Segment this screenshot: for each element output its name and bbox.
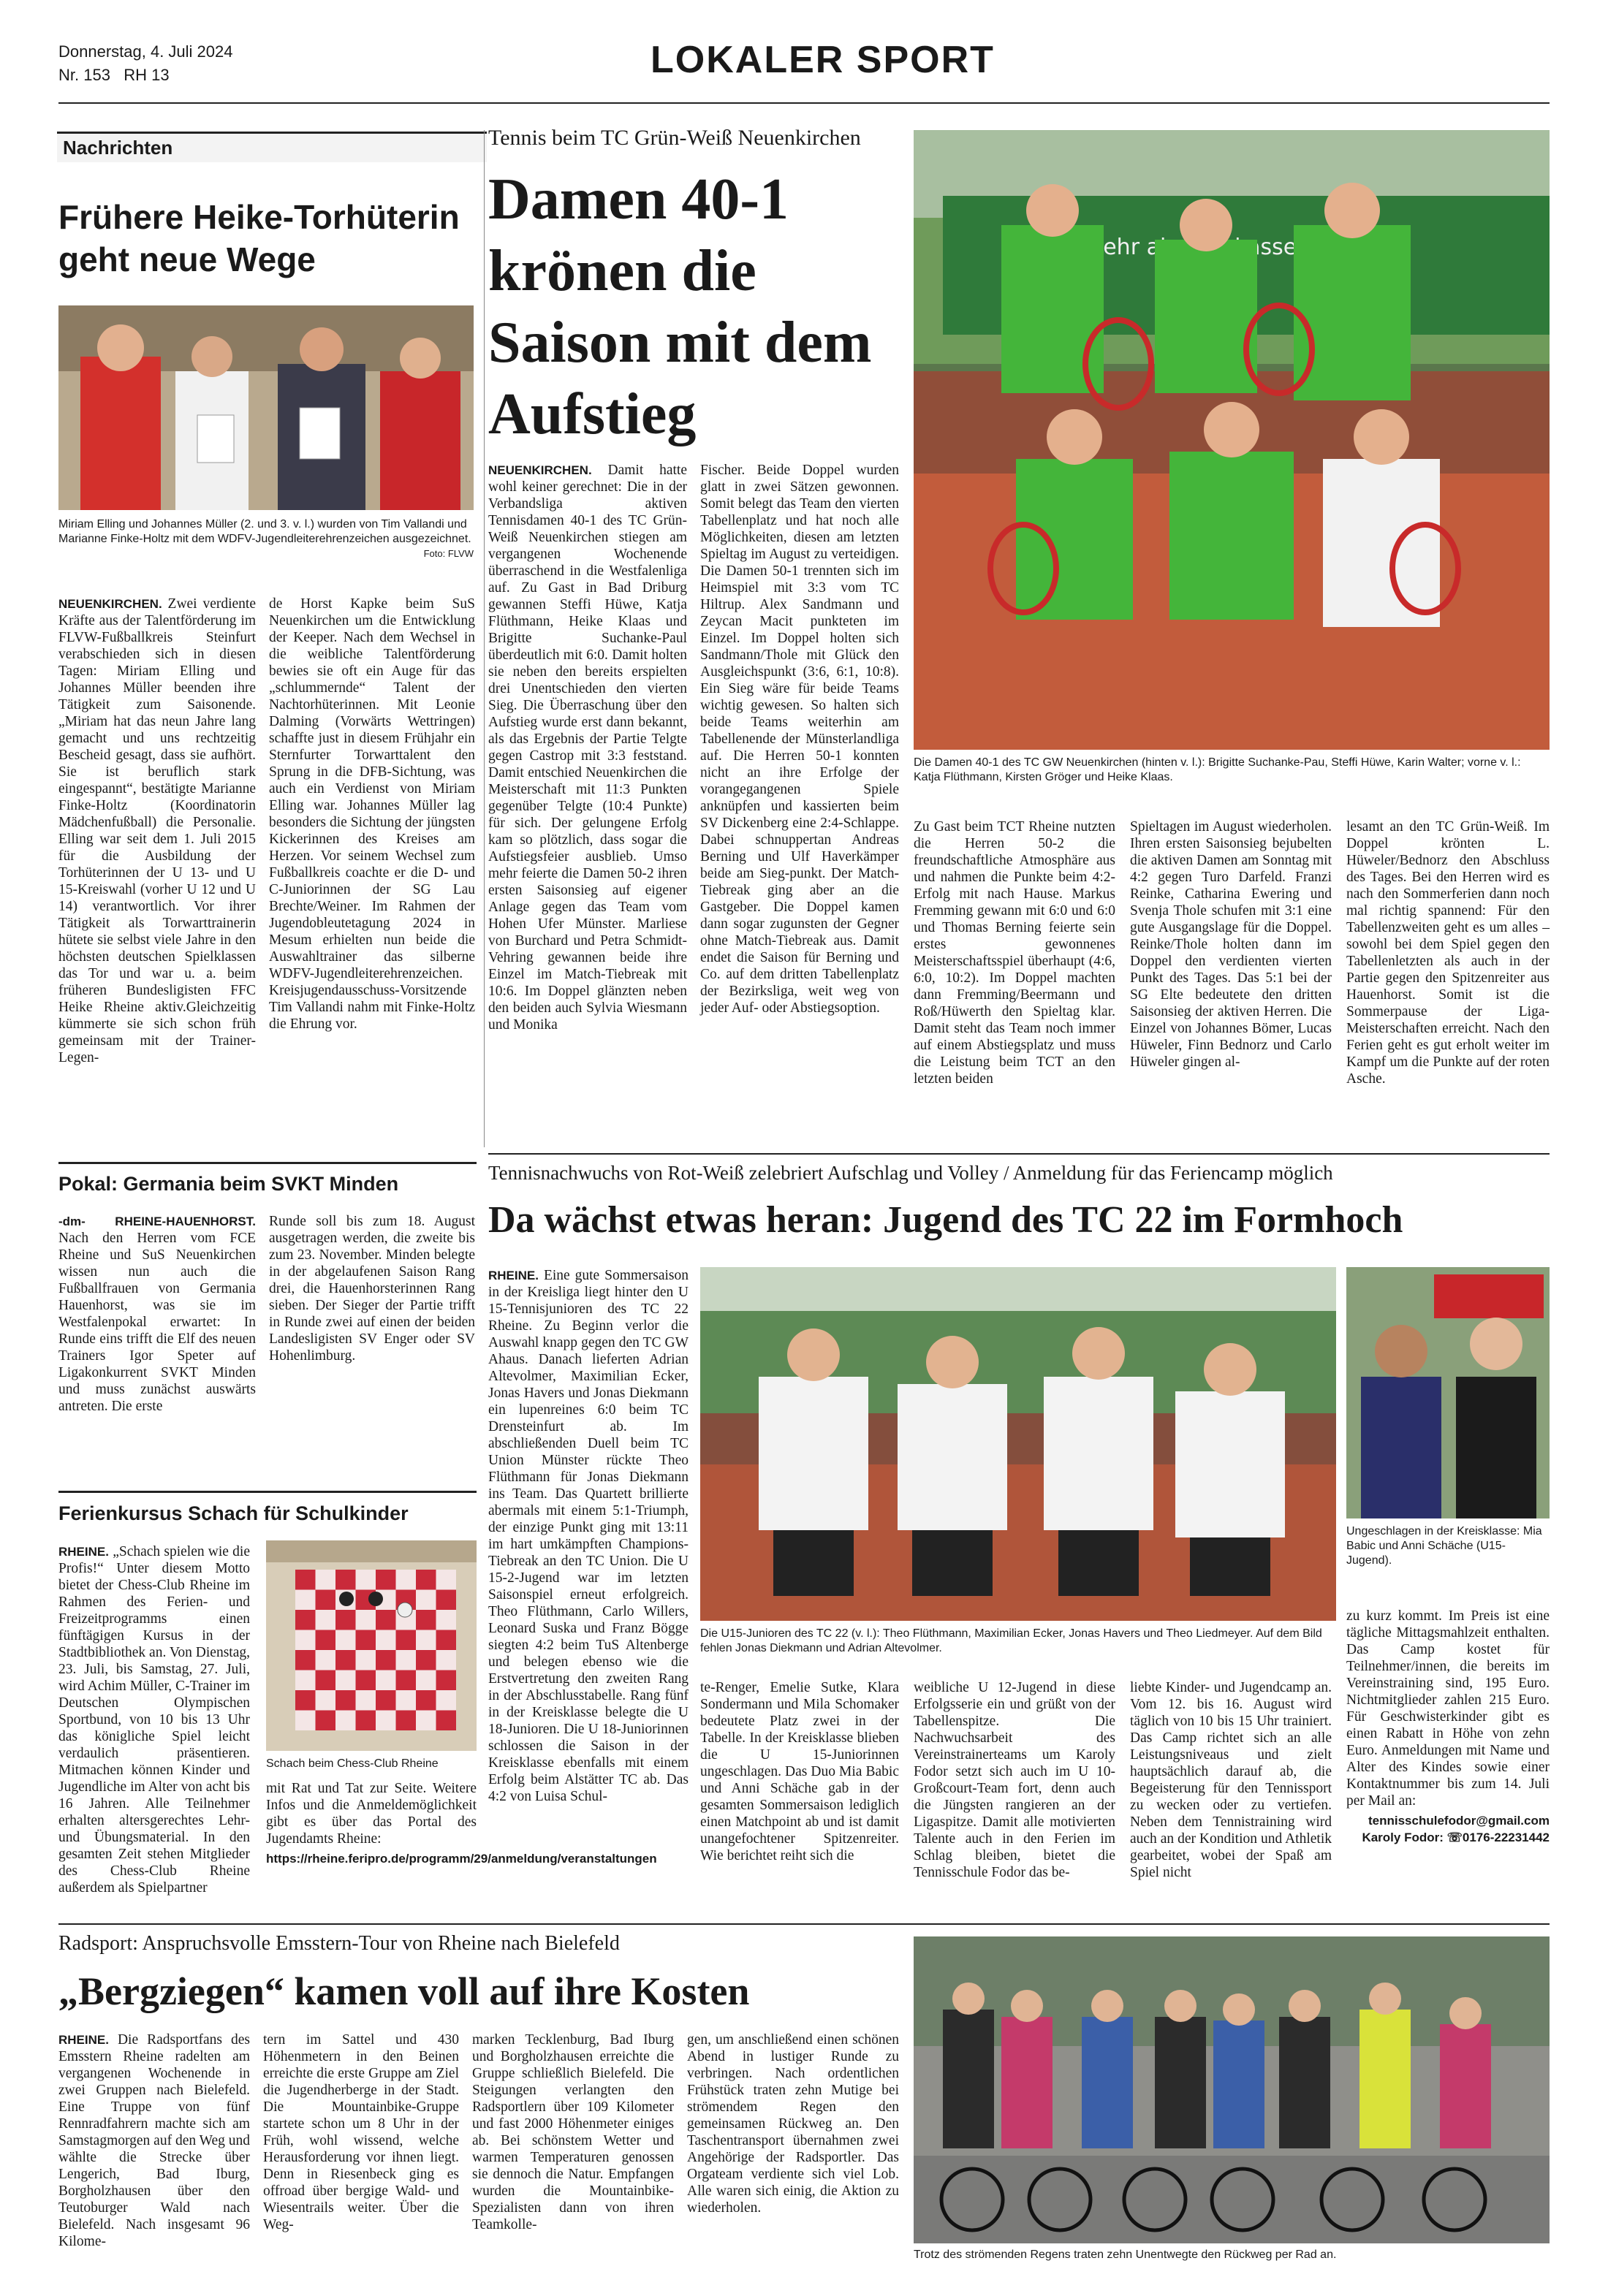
award-caption-text: Miriam Elling und Johannes Müller (2. und 3. v. l.) wurden von Tim Vallandi und Marianne Finke-Holtz mit dem WDFV-Jugendleiterehrenzeichen ausgezeichnet.	[58, 518, 471, 545]
header-rule	[58, 102, 1550, 104]
body-text: te-Renger, Emelie Sutke, Klara Sondermann und Mila Schomaker bedeutete Platz zwei in der Tabelle. In der Kreisklasse blieben die U 15-Juniorinnen ungeschlagen. Das Duo Mia Babic und Anni Schäche gab in der gesamten Sommersaison lediglich einen Matchpoint ab und ist damit unangefochtener Spitzenreiter. Wie berichtet reiht sich die	[700, 1680, 899, 1863]
body-text: marken Tecklenburg, Bad Iburg und Borgholzhausen erreichte die Gruppe schließlich Bielefeld. Die Steigungen verlangten den Radsportlern über 109 Kilometer und fast 2000 Höhenmeter einiges ab. Bei schönstem Wetter und warmen Temperaturen genossen sie dennoch die Natur. Empfangen wurden die Mountainbike-Spezialisten dann von ihren Teamkolle-	[472, 2032, 674, 2232]
chess-photo	[266, 1540, 477, 1751]
rad-rule	[58, 1923, 1550, 1925]
jugend-kicker: Tennisnachwuchs von Rot-Weiß zelebriert Aufschlag und Volley / Anmeldung für das Feriencamp möglich	[488, 1162, 1333, 1184]
damen-col5	[1346, 818, 1550, 1090]
nachrichten-col1	[58, 596, 256, 1069]
nachrichten-col2	[269, 596, 475, 1035]
jugend-headline: Da wächst etwas heran: Jugend des TC 22 im Formhoch	[488, 1199, 1403, 1241]
rad-col3	[472, 2031, 674, 2236]
damen-col2	[700, 462, 899, 1019]
radsport-photo	[914, 1936, 1550, 2243]
schach-col1	[58, 1543, 250, 1899]
rad-kicker: Radsport: Anspruchsvolle Emsstern-Tour von Rheine nach Bielefeld	[58, 1932, 620, 1955]
jugend-col1	[488, 1267, 689, 1808]
body-text: Fischer. Beide Doppel wurden glatt in zwei Sätzen gewonnen. Somit belegt das Team den vierten Tabellenplatz und hat noch alle Möglichkeiten, diesen am letzten Spieltag im August zu verteidigen. Die Damen 50-1 trennten sich im Heimspiel mit 3:3 vom TC Hiltrup. Alex Sandmann und Zeycan Macit punkteten im Einzel. Im Doppel holten sich Sandmann/Thole mit Glück den Ausgleichspunkt (3:6, 6:1, 10:8). Ein Sieg wäre für beide Teams wichtig gewesen. So halten sich beide Teams weiterhin am Tabellenende der Münsterlandliga auf. Die Herren 50-1 konnten nicht an ihre Erfolge der vorangegangenen Spiele anknüpfen und kassierten beim SV Dickenberg eine 2:4-Schlappe. Dabei schnuppertan Andreas Berning und Ulf Haverkämper beide am Sieg-punkt. Der Match-Tiebreak ging aber an die Gastgeber. Die Doppel kamen dann sogar zugunsten der Gegner ohne Match-Tiebreak aus. Damit endet die Saison für Berning und Co. auf dem dritten Tabellenplatz der Bezirksliga, weit weg von jeder Auf- oder Abstiegsoption.	[700, 463, 899, 1016]
schach-rule	[58, 1491, 477, 1493]
dateline: NEUENKIRCHEN.	[58, 597, 162, 611]
nachrichten-label: Nachrichten	[57, 132, 487, 162]
damen-col1	[488, 462, 687, 1036]
jugend-col3	[914, 1679, 1115, 1884]
jugend-rule	[488, 1153, 1550, 1155]
body-text: liebte Kinder- und Jugendcamp an. Vom 12. bis 16. August wird täglich von 10 bis 15 Uhr trainiert. Das Camp richtet sich an alle Leistungsniveaus und zielt hauptsächlich darauf ab, die Begeisterung für den Tennissport zu wecken oder zu vertiefen. Neben dem Tennistraining wird auch an der Kondition und Athletik gearbeitet, wobei der Spaß am Spiel nicht	[1130, 1680, 1332, 1880]
damen-team-photo	[914, 130, 1550, 750]
rad-col2	[263, 2031, 459, 2236]
camp-phone: Karoly Fodor: ☏0176-22231442	[1362, 1831, 1550, 1844]
dateline: RHEINE.	[58, 1545, 109, 1559]
jugend-col2	[700, 1679, 899, 1867]
radsport-caption: Trotz des strömenden Regens traten zehn Unentwegte den Rückweg per Rad an.	[914, 2249, 1337, 2261]
column-divider	[484, 130, 485, 1147]
schach-url[interactable]: https://rheine.feripro.de/programm/29/anmeldung/veranstaltungen	[266, 1852, 657, 1866]
pokal-headline: Pokal: Germania beim SVKT Minden	[58, 1173, 399, 1195]
award-photo	[58, 305, 474, 510]
body-text: Zu Gast beim TCT Rheine nutzten die Herren 50-2 die freundschaftliche Atmosphäre aus und nahmen die Punkte beim 4:2-Erfolg mit nach Hause. Markus Fremming gewann mit 6:0 und 6:0 und Thomas Berning feierte sein erstes gewonnenes Meisterschaftsspiel überhaupt (4:6, 6:0, 10:2). Im Doppel machten dann Fremming/Beermann und Roß/Hüwerth den Spieltag klar. Damit steht das Team noch immer auf einem Abstiegsplatz und muss die Leistung beim TCT an den letzten beiden	[914, 819, 1115, 1087]
section-title: LOKALER SPORT	[651, 39, 995, 81]
body-text: Damit hatte wohl keiner gerechnet: Die in der Verbandsliga aktiven Tennisdamen 40-1 des TC Grün-Weiß Neuenkirchen stiegen am vergangenen Wochenende überraschend in die Westfalenliga auf. Zu Gast in Bad Driburg gewannen Steffi Hüwe, Katja Flüthmann, Heike Klaas und Brigitte Suchanke-Paul überdeutlich mit 6:0. Damit holten sie neben den bereits erspielten drei Unentschieden den vierten Sieg. Die Überraschung über den Aufstieg wurde erst dann bekannt, als das Ergebnis der Partie Telgte gegen Castrop mit 3:3 feststand. Damit entschied Neuenkirchen die Meisterschaft mit 11:3 Punkten gegenüber Telgte (10:4 Punkte) für sich. Der gelungene Erfolg kam so plötzlich, dass sogar die Aufstiegsfeier ausblieb. Umso mehr feierte die Damen 50-2 ihren ersten Saisonsieg auf eigener Anlage gegen das Team vom Hohen Ufer Münster. Marliese von Burchard und Petra Schmidt-Vehring gewannen beide ihre Einzel im Match-Tiebreak mit 10:6. Im Doppel glänzten neben den beiden auch Sylvia Wiesmann und Monika	[488, 463, 688, 1033]
dateline: NEUENKIRCHEN.	[488, 463, 592, 477]
camp-email[interactable]: tennisschulefodor@gmail.com	[1368, 1814, 1550, 1828]
pokal-col2	[269, 1213, 475, 1367]
u15-junioren-caption: Die U15-Junioren des TC 22 (v. l.): Theo Flüthmann, Maximilian Ecker, Jonas Havers und Theo Liedmeyer. Auf dem Bild fehlen Jonas Diekmann und Adrian Altevolmer.	[700, 1627, 1322, 1654]
issue-number	[58, 66, 170, 85]
issue-number-text: Nr. 153	[58, 66, 110, 84]
damen-col4	[1130, 818, 1332, 1073]
body-text: gen, um anschließend einen schönen Abend in lustiger Runde zu verbringen. Nach ordentlichen Frühstück traten zehn Mutige bei strömendem Regen den gemeinsamen Rückweg an. Den Taschentransport übernahmen zwei Angehörige der Radsportler. Das Orgateam verdiente sich viel Lob. Alle waren sich einig, die Aktion zu wiederholen.	[687, 2032, 899, 2216]
jugend-col5	[1346, 1608, 1550, 1846]
body-text: tern im Sattel und 430 Höhenmetern in den Beinen erreichte die erste Gruppe am Ziel die Jugendherberge in der Stadt. Die Mountainbike-Gruppe startete schon um 8 Uhr in der Früh, wohl wissend, welche Herausforderung vor ihnen liegt. Denn in Riesenbeck ging es offroad über bergige Wald- und Wiesentrails weiter. Über die Weg-	[263, 2032, 459, 2232]
body-text: „Schach spielen wie die Profis!“ Unter diesem Motto bietet der Chess-Club Rheine im Rahmen des Ferien- und Freizeitprogramms einen fünftägigen Kursus in der Stadtbibliothek an. Von Dienstag, 23. Juli, bis Samstag, 27. Juli, wird Achim Müller, C-Trainer im Deutschen Olympischen Sportbund, von 10 bis 13 Uhr das königliche Spiel leicht verdaulich präsentieren. Mitmachen können Kinder und Jugendliche im Alter von acht bis 16 Jahren. Alle Teilnehmer erhalten altersgerechtes Lehr- und Übungsmaterial. In den gesamten Zeit stehen Mitglieder des Chess-Club Rheine außerdem als Spielpartner	[58, 1544, 250, 1896]
damen-col3	[914, 818, 1115, 1090]
body-text: mit Rat und Tat zur Seite. Weitere Infos und die Anmeldemöglichkeit gibt es über das Portal des Jugendamts Rheine:	[266, 1781, 477, 1847]
nachrichten-headline: Frühere Heike-Torhüterin geht neue Wege	[58, 198, 460, 278]
body-text: Nach den Herren vom FCE Rheine und SuS Neuenkirchen wissen nun auch die Fußballfrauen von Germania Hauenhorst, was sie im Westfalenpokal erwartet: In Runde eins trifft die Elf des neuen Trainers Igor Speter auf Ligakonkurrent SVKT Minden und muss zunächst auswärts antreten. Die erste	[58, 1231, 256, 1414]
body-text: zu kurz kommt. Im Preis ist eine tägliche Mittagsmahlzeit enthalten. Das Camp kostet für Teilnehmer/innen, die bereits im Vereinstraining sind, 195 Euro. Nichtmitglieder zahlen 215 Euro. Für Geschwisterkinder gibt es einen Rabatt in Höhe von zehn Euro. Anmeldungen mit Name und Alter des Kindes sowie einer Kontaktnummer bis zum 14. Juli per Mail an:	[1346, 1608, 1550, 1809]
dateline: -dm- RHEINE-HAUENHORST.	[58, 1214, 256, 1228]
body-text: Eine gute Sommersaison in der Kreisliga liegt hinter den U 15-Tennisjunioren des TC 22 Rheine. Zu Beginn verlor die Auswahl knapp gegen den TC GW Ahaus. Danach lieferten Adrian Altevolmer, Maximilian Ecker, Jonas Havers und Jonas Diekmann ein lupenreines 6:0 beim TC Drensteinfurt ab. Im abschließenden Duell beim TC Union Münster rückte Theo Flüthmann für Jonas Diekmann ins Team. Das Quartett brillierte abermals mit einem 5:1-Triumph, der einzige Punkt ging mit 13:11 im hart umkämpften Champions-Tiebreak an den TC Union. Die U 15-2-Jugend war im letzten Saisonspiel erneut erfolgreich. Theo Flüthmann, Carlo Willers, Leonard Suska und Franz Bögge siegten 4:2 beim TuS Altenberge und belegen ebenso wie die Erstvertretung den zweiten Rang in der Abschlusstabelle. Rang fünf in der Kreisklasse belegte die U 18-Junioren. Die U 18-Juniorinnen schlossen die Saison in der Kreisklasse ebenfalls mit einem Erfolg beim Alstätter TC ab. Das 4:2 von Luisa Schul-	[488, 1268, 689, 1804]
body-text: Runde soll bis zum 18. August ausgetragen werden, die zweite bis zum 23. November. Minden belegte in der abgelaufenen Saison Rang drei, die Hauenhorsterinnen Rang sieben. Der Sieger der Partie trifft in Runde zwei auf einen der beiden Landesligisten SV Enger oder SV Hohenlimburg.	[269, 1214, 475, 1364]
schach-col2	[266, 1780, 657, 1867]
issue-date: Donnerstag, 4. Juli 2024	[58, 42, 233, 61]
rad-col1	[58, 2031, 250, 2253]
body-text: Die Radsportfans des Emsstern Rheine radelten am vergangenen Wochenende in zwei Gruppen nach Bielefeld. Eine Truppe von fünf Rennradfahrern machte sich am Samstagmorgen auf den Weg und wählte die Strecke über Lengerich, Bad Iburg, Borgholzhausen über den Teutoburger Wald nach Bielefeld. Nach insgesamt 96 Kilome-	[58, 2032, 250, 2249]
pokal-rule	[58, 1162, 477, 1164]
jugend-col4	[1130, 1679, 1332, 1884]
body-text: de Horst Kapke beim SuS Neuenkirchen um die Entwicklung der Keeper. Nach dem Wechsel in die weibliche Talentförderung bewies sie oft ein Auge für das „schlummernde“ Talent der Nachtorhüterinnen. Mit Leonie Dalming (Vorwärts Wettringen) schaffte just in diesem Frühjahr ein Sternfurter Torwarttalent den Sprung in die DFB-Sichtung, was auch ein Verdienst von Miriam Elling war. Johannes Müller lag besonders die Sichtung der jüngsten Kickerinnen des Kreises am Herzen. Vor seinem Wechsel zum Fußballkreis coachte er die D- und C-Juniorinnen der SG Lau Brechte/Weiner. Im Rahmen der Jugendobleutetagung 2024 in Mesum erhielten nun beide die Auswahltrainer das silberne WDFV-Jugendleiterehrenzeichen. Kreisjugendausschuss-Vorsitzende Tim Vallandi nahm mit Finke-Holtz die Ehrung vor.	[269, 596, 475, 1032]
u15-junioren-photo	[700, 1267, 1336, 1621]
rad-col4	[687, 2031, 899, 2219]
pokal-col1	[58, 1213, 256, 1418]
body-text: Zwei verdiente Kräfte aus der Talentförderung im FLVW-Fußballkreis Steinfurt verabschieden sich in diesen Tagen: Miriam Elling und Johannes Müller beenden ihre Tätigkeit zum Saisonende. „Miriam hat das neun Jahre lang gemacht und uns rechtzeitig Bescheid gesagt, dass sie aufhört. Sie ist beruflich stark eingespannt“, bestätigte Marianne Finke-Holtz (Koordinatorin Mädchenfußball) die Personalie. Elling war seit dem 1. Juli 2015 für die Ausbildung der Torhüterinnen der U 13- und U 15-Kreiswahl (vorher U 12 und U 14) verantwortlich. Vor ihrer Tätigkeit als Torwarttrainerin hütete sie selbst viele Jahre in den höchsten deutschen Spielklassen das Tor und war u. a. beim früheren Bundesligisten FFC Heike Rheine aktiv.Gleichzeitig kümmerte sie sich schon früh gemeinsam mit der Trainer-Legen-	[58, 596, 256, 1065]
body-text: lesamt an den TC Grün-Weiß. Im Doppel krönten L. Hüweler/Bednorz den Abschluss des Tages. Bei den Herren wird es nach den Sommerferien dann noch mal richtig spannend: Für den Tabellenzweiten geht es um alles – sowohl bei dem Spiel gegen den Tabellenletzten als auch in der Partie gegen den Spitzenreiter aus Hauenhorst. Somit ist die Sommerpause der Liga-Meisterschaften erreicht. Nach den Ferien geht es gut erholt weiter im Kampf um die Punkte auf der roten Asche.	[1346, 819, 1550, 1087]
chess-caption: Schach beim Chess-Club Rheine	[266, 1757, 439, 1770]
juniorinnen-caption: Ungeschlagen in der Kreisklasse: Mia Babic und Anni Schäche (U15-Jugend).	[1346, 1525, 1542, 1567]
award-caption	[58, 517, 474, 561]
juniorinnen-photo	[1346, 1267, 1550, 1518]
damen-caption: Die Damen 40-1 des TC GW Neuenkirchen (hinten v. l.): Brigitte Suchanke-Pau, Steffi Hüwe, Karin Walter; vorne v. l.: Katja Flüthmann, Kirsten Gröger und Heike Klaas.	[914, 756, 1521, 783]
edition-code: RH 13	[124, 66, 170, 84]
rad-headline: „Bergziegen“ kamen voll auf ihre Kosten	[58, 1969, 750, 2013]
dateline: RHEINE.	[488, 1269, 539, 1282]
damen-kicker: Tennis beim TC Grün-Weiß Neuenkirchen	[488, 126, 861, 150]
photo-banner-text: mehr	[1082, 235, 1140, 260]
body-text: Spieltagen im August wiederholen. Ihren ersten Saisonsieg bejubelten die aktiven Damen am Sonntag mit 4:2 gegen Turo Darfeld. Franzi Reinke, Catharina Ewering und Svenja Thole schufen mit 3:1 eine gute Ausgangslage für die Doppel. Reinke/Thole holten dann im Doppel den verdienten vierten Punkt des Tages. Das 5:1 bei der SG Elte bedeutete den dritten Saisonsieg der aktiven Herren. Die Einzel von Johannes Bömer, Lucas Hüweler, Finn Bednorz und Carlo Hüweler gingen al-	[1130, 819, 1332, 1070]
photo-credit: Foto: FLVW	[423, 548, 474, 559]
dateline: RHEINE.	[58, 2033, 109, 2047]
schach-headline: Ferienkursus Schach für Schulkinder	[58, 1502, 409, 1524]
body-text: weibliche U 12-Jugend in diese Erfolgsserie ein und grüßt von der Tabellenspitze. Die Nachwuchsarbeit des Vereinstrainerteams um Karoly Fodor setzt sich auch im U 10-Großcourt-Team fort, denn auch die Jüngsten rangieren an der Ligaspitze. Damit alle motivierten Talente auch in den Ferien im Schlag bleiben, bietet die Tennisschule Fodor das be-	[914, 1680, 1115, 1880]
damen-headline: Damen 40-1 krönen die Saison mit dem Aufstieg	[488, 167, 872, 446]
